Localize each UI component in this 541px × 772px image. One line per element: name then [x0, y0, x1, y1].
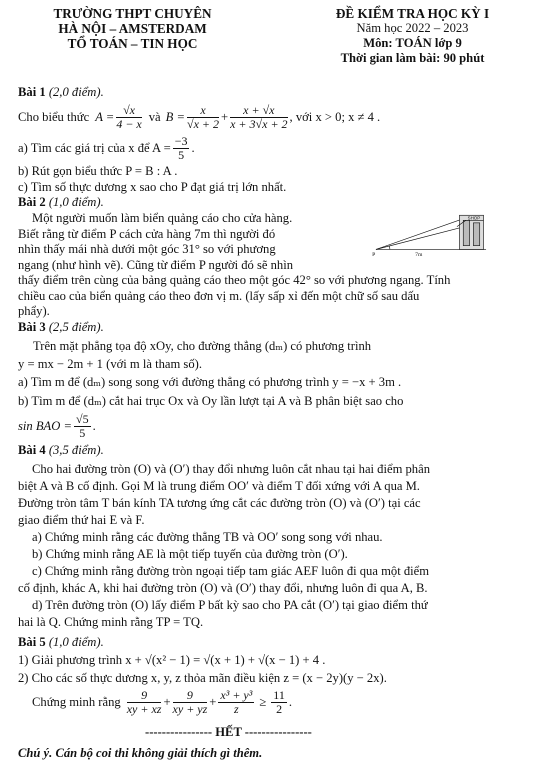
bai2-text-full: thấy điểm trên cùng của bảng quảng cáo theo một góc 42° so với phương ngang. Tính chiều cao của biển quảng cáo theo đơn vị m. (lấy sấp xỉ đến một chữ số sau dấu phẩy).	[18, 273, 451, 318]
bai4-text: Cho hai đường tròn (O) và (O′) thay đổi nhưng luôn cắt nhau tại hai điểm phân biệt A và B cố định. Gọi M là trung điểm OO′ và điểm T đối xứng với A qua M. Đường tròn tâm T bán kính TA tương ứng cắt các đường tròn (O) và (O′) tại các giao điểm thứ hai E và F. a) Chứng minh rằng các đường thẳng TB và OO′ song song với nhau. b) Chứng minh rằng AE là một tiếp tuyến của đường tròn (O′). c) Chứng minh rằng đường tròn ngoại tiếp tam giác AEF luôn đi qua một điểm cố định, khác A, khi hai đường tròn (O) và (O′) thay đổi, nhưng luôn đi qua A, B. d) Trên đường tròn (O) lấy điểm P bất kỳ sao cho PA cắt (O′) tại giao điểm thứ hai là Q. Chứng minh rằng TP = TQ.	[18, 462, 430, 629]
bai3-line2: y = mx − 2m + 1 (với m là tham số).	[18, 357, 202, 371]
fraction-B2: $\frac{x + √x}{x + 3√x + 2}$	[230, 102, 288, 131]
bai3-line1: Trên mặt phẳng tọa độ xOy, cho đường thẳng (dₘ) có phương trình	[33, 339, 372, 353]
exam-year: Năm học 2022 – 2023	[356, 21, 469, 35]
exam-subject: Môn: TOÁN lớp 9	[363, 36, 462, 50]
bai5-heading: Bài 5 (1,0 điểm).	[18, 635, 104, 649]
bai3-heading: Bài 3 (2,5 điểm).	[18, 320, 104, 334]
bai5-p3: Chứng minh rằng $\frac{9}{xy + xz}$ + $\frac{9}{xy + yz}$ + $\frac{\text{x³ + y³}}{z}$ ≥ $\frac{11}{2}$ .	[32, 687, 292, 716]
exam-header	[295, 6, 530, 66]
fraction-p3-2: $\frac{9}{xy + yz}$	[172, 687, 208, 716]
bai5-p2: 2) Cho các số thực dương x, y, z thỏa mãn điều kiện z = (x − 2y)(y − 2x).	[18, 671, 387, 685]
bai3-b: b) Tìm m để (dₘ) cắt hai trục Ox và Oy lần lượt tại A và B phân biệt sao cho	[18, 394, 404, 408]
end-marker: ---------------- HẾT ----------------	[145, 725, 312, 739]
exam-time: Thời gian làm bài: 90 phút	[340, 51, 485, 65]
school-header	[20, 6, 245, 51]
fraction-p3-3: $\frac{\text{x³ + y³}}{z}$	[220, 687, 253, 716]
bai5-p1: 1) Giải phương trình x + √(x² − 1) = √(x + 1) + √(x − 1) + 4 .	[18, 653, 326, 667]
bai1-c: c) Tìm số thực dương x sao cho P đạt giá trị lớn nhất.	[18, 180, 287, 194]
bai3-b2: sin BAO = $\frac{√5}{5}$ .	[18, 411, 96, 440]
fraction-A: $\frac{√x}{4 - x}$	[116, 102, 142, 131]
bai4-heading: Bài 4 (3,5 điểm).	[18, 443, 104, 457]
fig-label-p: P	[372, 251, 376, 258]
bai1-heading: Bài 1 (2,0 điểm).	[18, 85, 104, 99]
bai1-a: a) Tìm các giá trị của x để A = $\frac{-3}{5}$ .	[18, 133, 195, 162]
footer-note: Chú ý. Cán bộ coi thi không giải thích gì thêm.	[18, 746, 263, 760]
bai1-intro: Cho biểu thức A = $\frac{√x}{4 - x}$ và B = $\frac{x}{√x + 2}$ + $\frac{x + √x}{x + 3√x + 2}$ , với x > 0; x ≠ 4 .	[18, 102, 381, 131]
bai2-text: Một người muốn làm biển quảng cáo cho cửa hàng. Biết rằng từ điểm P cách cửa hàng 7m thì người đó nhìn thấy mái nhà dưới một góc 31° so với phương ngang (như hình vẽ). Cũng từ điểm P người đó sẽ nhìn	[18, 211, 294, 272]
shop-angle-figure	[336, 214, 526, 276]
shop-sign: SHOP	[467, 215, 481, 221]
fraction-p3-1: $\frac{9}{xy + xz}$	[126, 687, 162, 716]
exam-title: ĐỀ KIỂM TRA HỌC KỲ I	[335, 6, 490, 21]
bai1-b: b) Rút gọn biểu thức P = B : A .	[18, 164, 178, 178]
fig-label-distance: 7m	[415, 251, 423, 258]
fraction-B1: $\frac{x}{√x + 2}$	[186, 102, 219, 131]
bai3-a: a) Tìm m để (dₘ) song song với đường thẳng có phương trình y = −x + 3m .	[18, 375, 402, 389]
bai2-heading: Bài 2 (1,0 điểm).	[18, 195, 104, 209]
school-line-3: TỔ TOÁN – TIN HỌC	[67, 36, 198, 51]
fraction-sin: $\frac{√5}{5}$	[75, 411, 89, 440]
school-line-2: HÀ NỘI – AMSTERDAM	[58, 21, 207, 36]
fraction-p3-rhs: $\frac{11}{2}$	[273, 687, 285, 716]
fraction-a-value: $\frac{-3}{5}$	[174, 133, 188, 162]
school-line-1: TRƯỜNG THPT CHUYÊN	[53, 6, 212, 21]
